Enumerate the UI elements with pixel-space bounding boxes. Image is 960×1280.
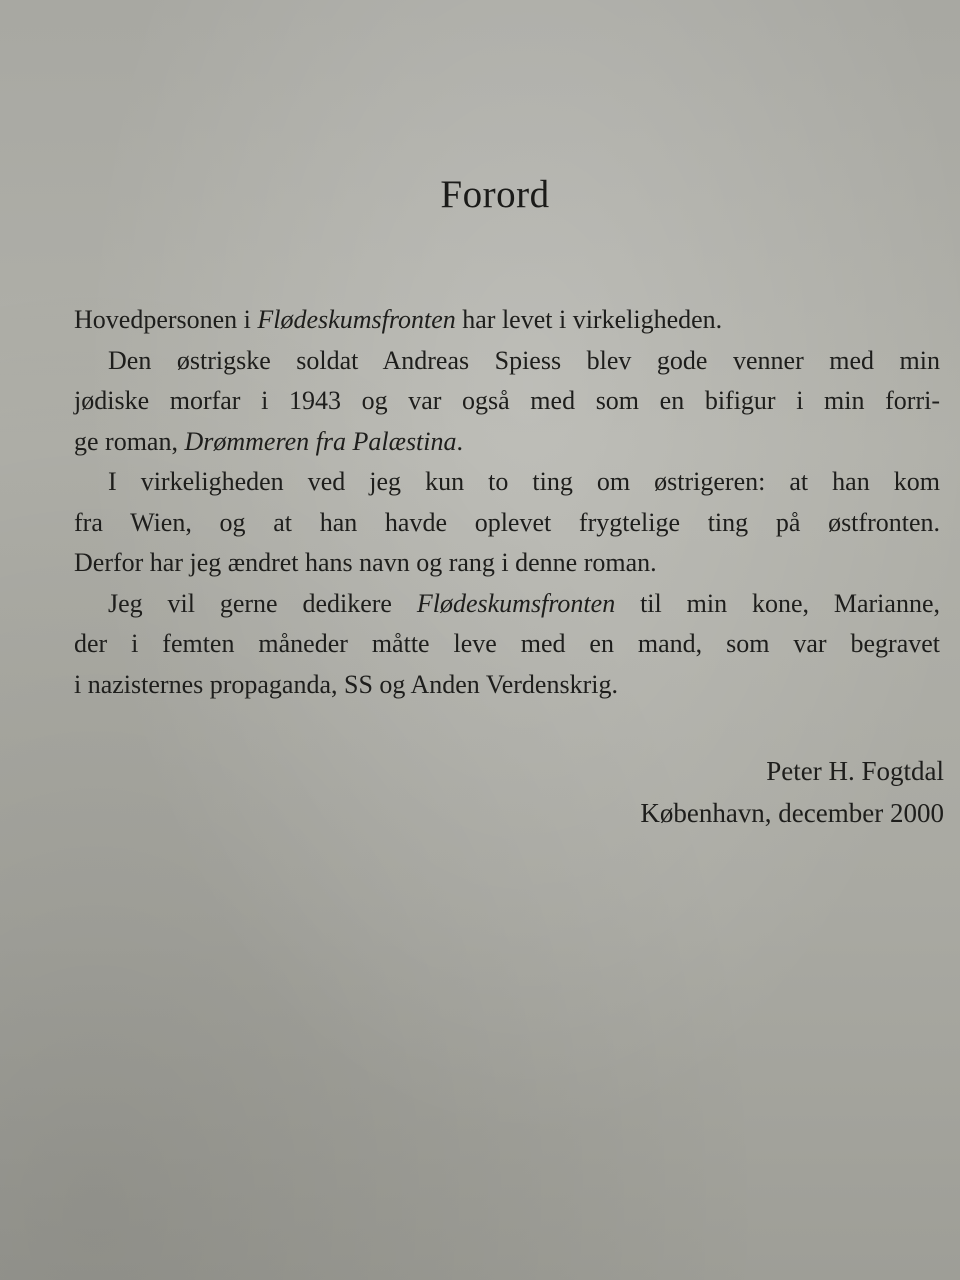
paragraph-4 (74, 584, 940, 706)
book-title-italic: Flødeskumsfronten (416, 588, 616, 618)
text-line: ge roman, Drømmeren fra Palæstina. (74, 426, 464, 456)
text-line: I virkeligheden ved jeg kun to ting om østrigeren: at han kom (108, 467, 940, 496)
text-line: Den østrigske soldat Andreas Spiess blev gode venner med min (108, 345, 940, 375)
preface-body (74, 300, 940, 705)
book-title-italic: Flødeskumsfronten (257, 305, 456, 334)
text-line: Jeg vil gerne dedikere Flødeskumsfronten til min kone, Marianne, (108, 588, 940, 618)
author-name: Peter H. Fogtdal (766, 756, 944, 786)
chapter-heading: Forord (440, 173, 550, 216)
text-line: Hovedpersonen i Flødeskumsfronten har levet i virkeligheden. (74, 305, 723, 334)
paragraph-3 (74, 462, 940, 584)
text-line: der i femten måneder måtte leve med en mand, som var begravet (74, 629, 940, 658)
signature-block (640, 750, 944, 834)
text-line: jødiske morfar i 1943 og var også med som en bifigur i min forri- (74, 386, 940, 415)
paragraph-2 (74, 341, 940, 463)
place-and-date: København, december 2000 (640, 798, 944, 828)
paragraph-1 (74, 300, 940, 341)
text-line: i nazisternes propaganda, SS og Anden Verdenskrig. (74, 669, 618, 699)
text-line: fra Wien, og at han havde oplevet frygtelige ting på østfronten. (74, 507, 940, 537)
text-line: Derfor har jeg ændret hans navn og rang i denne roman. (74, 548, 657, 577)
book-title-italic: Drømmeren fra Palæstina (184, 426, 457, 456)
